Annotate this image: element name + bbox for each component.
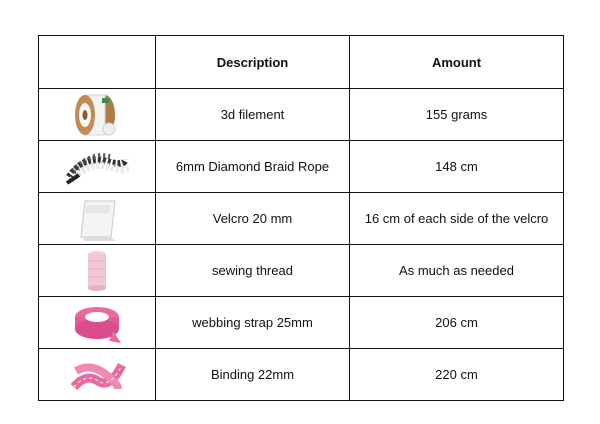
header-image bbox=[39, 36, 156, 89]
header-description: Description bbox=[156, 36, 350, 89]
description-cell: Binding 22mm bbox=[156, 349, 350, 401]
description-cell: sewing thread bbox=[156, 245, 350, 297]
thread-spool-icon bbox=[82, 249, 112, 293]
table-row bbox=[39, 245, 564, 297]
table-row bbox=[39, 297, 564, 349]
image-cell bbox=[39, 89, 156, 141]
filament-spool-icon bbox=[71, 92, 123, 138]
image-cell bbox=[39, 349, 156, 401]
velcro-strip-icon bbox=[71, 197, 123, 241]
materials-table bbox=[38, 35, 564, 401]
table-row bbox=[39, 349, 564, 401]
description-cell: 6mm Diamond Braid Rope bbox=[156, 141, 350, 193]
description-cell: webbing strap 25mm bbox=[156, 297, 350, 349]
image-cell bbox=[39, 193, 156, 245]
image-cell bbox=[39, 245, 156, 297]
binding-tape-icon bbox=[68, 353, 126, 397]
table-row bbox=[39, 141, 564, 193]
amount-cell: 206 cm bbox=[350, 297, 564, 349]
amount-cell: 155 grams bbox=[350, 89, 564, 141]
amount-cell: 148 cm bbox=[350, 141, 564, 193]
description-cell: 3d filement bbox=[156, 89, 350, 141]
image-cell bbox=[39, 297, 156, 349]
header-amount: Amount bbox=[350, 36, 564, 89]
table-row bbox=[39, 89, 564, 141]
table-row bbox=[39, 193, 564, 245]
amount-cell: As much as needed bbox=[350, 245, 564, 297]
header-row bbox=[39, 36, 564, 89]
webbing-strap-roll-icon bbox=[69, 301, 125, 345]
amount-cell: 16 cm of each side of the velcro bbox=[350, 193, 564, 245]
image-cell bbox=[39, 141, 156, 193]
description-cell: Velcro 20 mm bbox=[156, 193, 350, 245]
braided-rope-icon bbox=[65, 147, 129, 187]
amount-cell: 220 cm bbox=[350, 349, 564, 401]
